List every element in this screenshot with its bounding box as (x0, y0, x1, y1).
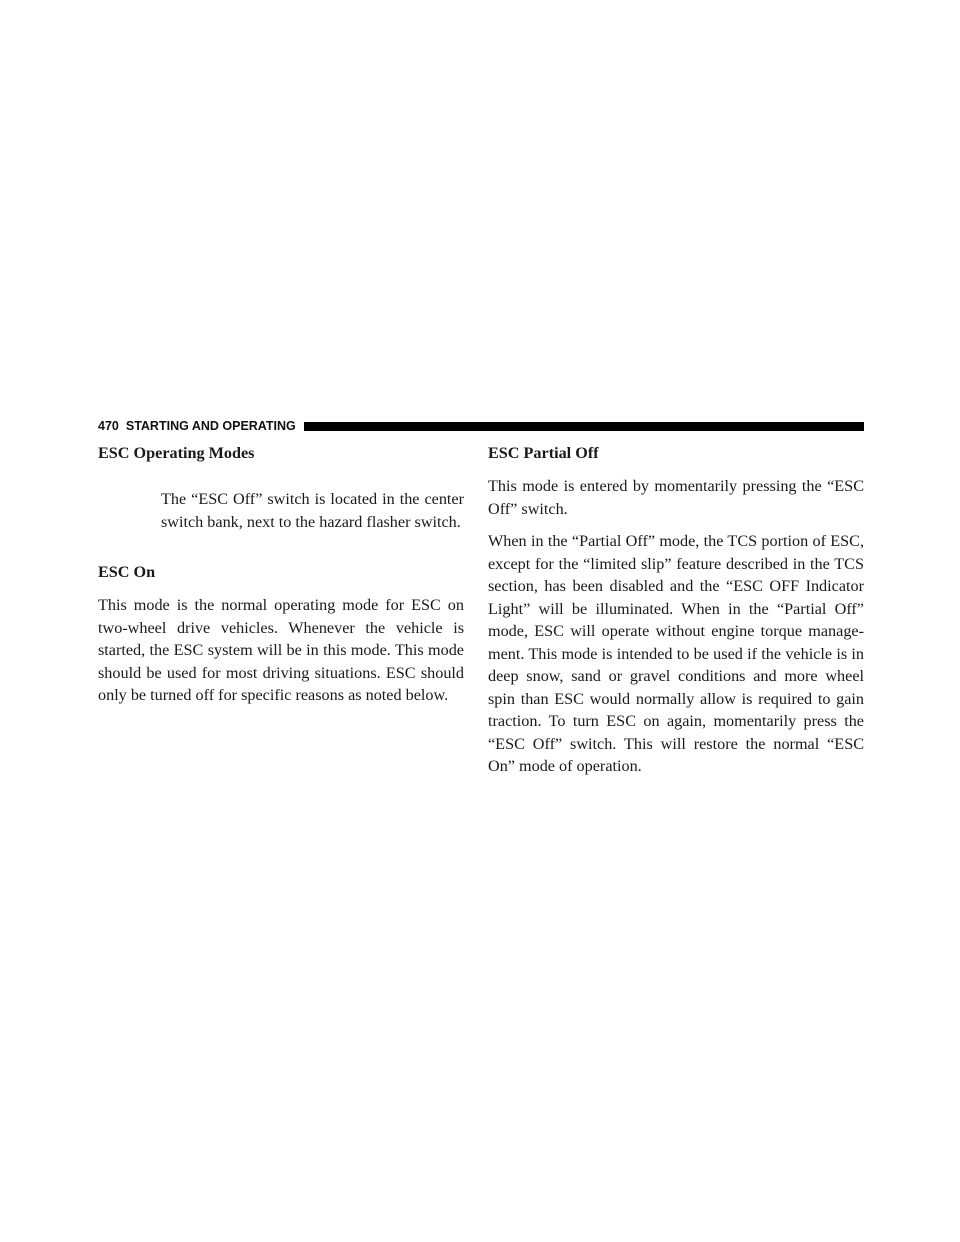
right-column (488, 442, 864, 778)
esc-off-icon (101, 490, 149, 530)
heading-esc-partial-off: ESC Partial Off (488, 444, 599, 462)
partial-off-paragraph-2: When in the “Partial Off” mode, the TCS portion of ESC, except for the “limited slip” feature described in the TCS section, has been disabled and the “ESC OFF Indicator Light” will be illuminated. When in the “Partial Off” mode, ESC will operate without engine torque manage-ment. This mode is intended to be used if the vehicle is in deep snow, sand or gravel conditions and more wheel spin than ESC would normally allow is required to gain traction. To turn ESC on again, momentarily press the “ESC Off” switch. This will restore the normal “ESC On” mode of operation. (488, 532, 864, 775)
esc-off-switch-text: The “ESC Off” switch is located in the center switch bank, next to the hazard flasher switch. (161, 490, 464, 531)
section-title: STARTING AND OPERATING (125, 419, 296, 433)
heading-esc-operating-modes: ESC Operating Modes (98, 444, 255, 462)
esc-on-paragraph: This mode is the normal operating mode for ESC on two-wheel drive vehicles. Whenever the vehicle is started, the ESC system will be in this mode. This mode should be used for most driving situations. ESC should only be turned off for specific reasons as noted below. (98, 596, 464, 704)
partial-off-paragraph-1: This mode is entered by momentarily pressing the “ESC Off” switch. (488, 477, 864, 518)
heading-esc-on: ESC On (98, 563, 156, 581)
left-column (98, 442, 464, 707)
header-rule (304, 422, 864, 431)
page-header (98, 416, 864, 436)
page-number: 470 (98, 419, 119, 433)
esc-off-switch-note (161, 488, 464, 533)
